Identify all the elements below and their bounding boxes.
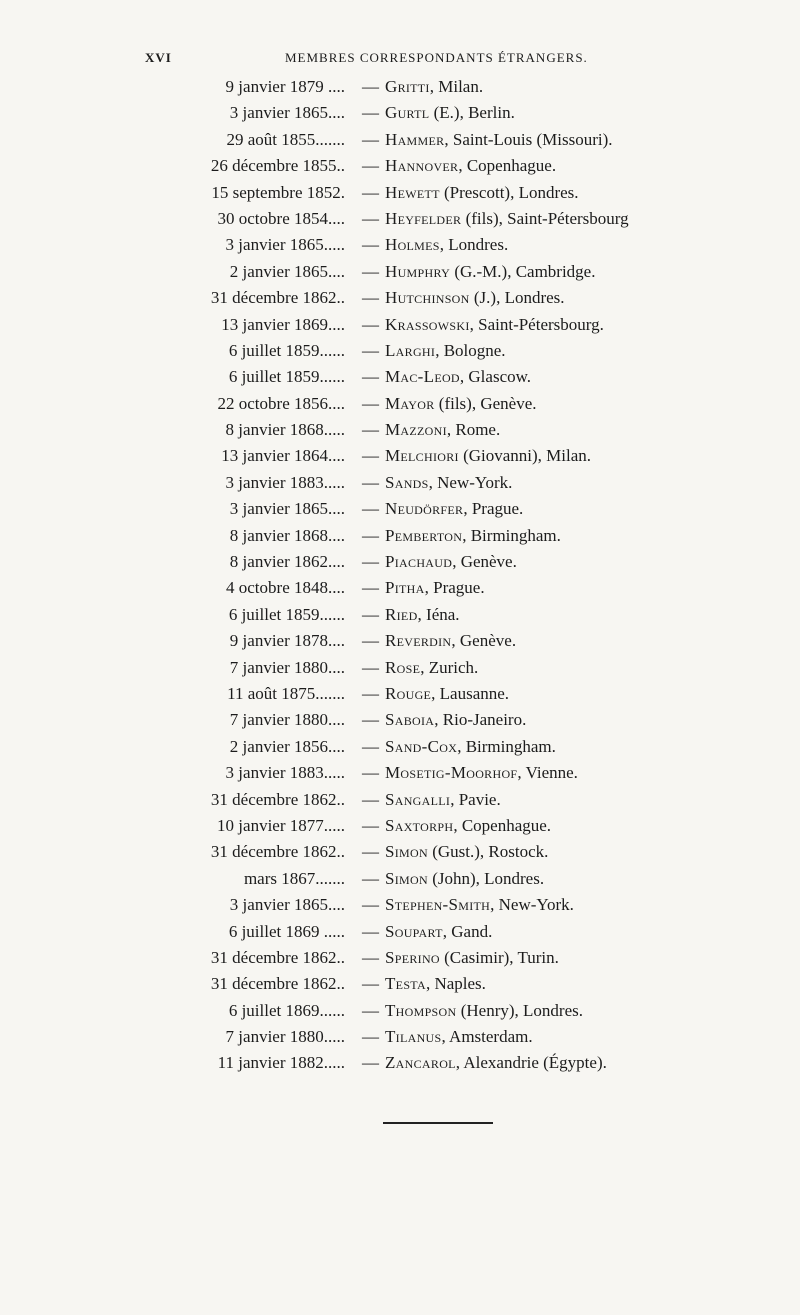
list-item	[0, 496, 800, 522]
entry-member	[385, 100, 515, 126]
entry-location: , Birmingham.	[457, 736, 556, 756]
entry-member	[385, 549, 517, 575]
entry-surname: Rouge	[385, 683, 432, 703]
entry-dash: —	[362, 340, 379, 360]
list-item	[0, 74, 800, 100]
entry-member	[385, 496, 523, 522]
list-item	[0, 312, 800, 338]
entry-member	[385, 470, 512, 496]
page-number: XVI	[145, 50, 172, 65]
entry-member	[385, 285, 565, 311]
entry-dash: —	[362, 815, 379, 835]
entry-member	[385, 945, 559, 971]
entry-surname: Pitha	[385, 578, 425, 598]
entry-location: , Genève.	[452, 552, 517, 572]
entry-dash: —	[362, 393, 379, 413]
entry-date: 15 septembre 1852.	[211, 182, 345, 202]
list-item	[0, 919, 800, 945]
entry-member	[385, 734, 556, 760]
entry-surname: Hewett	[385, 182, 440, 202]
entry-member	[385, 575, 485, 601]
entry-location: (Giovanni), Milan.	[458, 446, 592, 466]
entry-date: 31 décembre 1862..	[210, 842, 345, 862]
entry-member	[385, 839, 548, 865]
entry-member	[385, 892, 574, 918]
entry-dash: —	[362, 710, 379, 730]
entry-location: , New-York.	[490, 895, 574, 915]
entry-date: 8 janvier 1868....	[229, 525, 345, 545]
entry-location: , Glascow.	[459, 367, 532, 387]
entry-surname: Mosetig-Moorhof	[385, 763, 518, 783]
entry-surname: Stephen-Smith	[385, 895, 491, 915]
entry-date: 29 août 1855.......	[226, 129, 345, 149]
entry-member	[385, 259, 595, 285]
entry-location: , Rome.	[446, 420, 501, 440]
entry-dash: —	[362, 525, 379, 545]
entry-dash: —	[362, 789, 379, 809]
entry-location: , Copenhague.	[458, 156, 557, 176]
entry-date: 2 janvier 1856....	[229, 736, 345, 756]
entry-surname: Thompson	[385, 1000, 457, 1020]
entry-member	[385, 971, 486, 997]
list-item	[0, 232, 800, 258]
entry-member	[385, 232, 508, 258]
entry-member	[385, 602, 460, 628]
entry-surname: Testa	[385, 974, 426, 994]
entry-location: , Zurich.	[420, 657, 479, 677]
member-list	[0, 74, 800, 1077]
entry-location: (Casimir), Turin.	[439, 947, 559, 967]
entry-surname: Gritti	[385, 77, 430, 96]
entry-dash: —	[362, 77, 379, 96]
entry-location: (J.), Londres.	[469, 288, 565, 308]
entry-date: 4 octobre 1848....	[226, 578, 345, 598]
entry-location: , Iéna.	[417, 604, 460, 624]
entry-location: , Rio-Janeiro.	[434, 710, 527, 730]
entry-location: , Birmingham.	[462, 525, 561, 545]
entry-dash: —	[362, 895, 379, 915]
entry-dash: —	[362, 314, 379, 334]
entry-member	[385, 919, 492, 945]
entry-dash: —	[362, 208, 379, 228]
entry-date: 22 octobre 1856....	[217, 393, 345, 413]
entry-member	[385, 681, 509, 707]
entry-location: , Gand.	[442, 921, 493, 941]
entry-surname: Heyfelder	[385, 208, 462, 228]
entry-dash: —	[362, 261, 379, 281]
entry-dash: —	[362, 499, 379, 519]
entry-date: 8 janvier 1862....	[229, 552, 345, 572]
entry-surname: Krassowski	[385, 314, 470, 334]
entry-location: , Amsterdam.	[441, 1027, 533, 1047]
entry-date: 6 juillet 1859......	[228, 604, 345, 624]
entry-date: 30 octobre 1854....	[217, 208, 345, 228]
entry-member	[385, 443, 591, 469]
entry-member	[385, 180, 579, 206]
entry-location: , Lausanne.	[431, 683, 510, 703]
entry-surname: Reverdin	[385, 631, 452, 651]
entry-member	[385, 760, 578, 786]
entry-dash: —	[362, 657, 379, 677]
entry-surname: Melchiori	[385, 446, 459, 466]
entry-location: , New-York.	[428, 472, 513, 492]
list-item	[0, 998, 800, 1024]
entry-date: 3 janvier 1883.....	[225, 763, 345, 783]
running-title: MEMBRES CORRESPONDANTS ÉTRANGERS.	[285, 50, 588, 65]
entry-dash: —	[362, 1053, 379, 1073]
entry-member	[385, 998, 583, 1024]
entry-date: 11 août 1875.......	[227, 683, 345, 703]
entry-surname: Hammer	[385, 129, 445, 149]
entry-date: 31 décembre 1862..	[210, 974, 345, 994]
list-item	[0, 760, 800, 786]
entry-surname: Saboia	[385, 710, 435, 730]
entry-surname: Larghi	[385, 340, 436, 360]
entry-location: (Prescott), Londres.	[439, 182, 579, 202]
entry-date: 6 juillet 1859......	[228, 367, 345, 387]
list-item	[0, 892, 800, 918]
list-item	[0, 1050, 800, 1076]
entry-location: , Londres.	[439, 235, 509, 255]
entry-surname: Rose	[385, 657, 421, 677]
list-item	[0, 127, 800, 153]
list-item	[0, 655, 800, 681]
list-item	[0, 285, 800, 311]
list-item	[0, 787, 800, 813]
entry-surname: Ried	[385, 604, 418, 624]
entry-surname: Holmes	[385, 235, 440, 255]
entry-dash: —	[362, 446, 379, 466]
entry-surname: Mayor	[385, 393, 435, 413]
entry-date: mars 1867.......	[243, 868, 345, 888]
entry-date: 6 juillet 1869......	[228, 1000, 345, 1020]
entry-location: , Prague.	[424, 578, 485, 598]
entry-date: 3 janvier 1865....	[229, 499, 345, 519]
entry-dash: —	[362, 763, 379, 783]
entry-member	[385, 628, 516, 654]
entry-location: (John), Londres.	[427, 868, 545, 888]
entry-member	[385, 523, 561, 549]
running-header	[145, 50, 800, 70]
entry-dash: —	[362, 631, 379, 651]
list-item	[0, 839, 800, 865]
entry-member	[385, 74, 483, 100]
entry-surname: Hannover	[385, 156, 459, 176]
entry-dash: —	[362, 947, 379, 967]
entry-location: (G.-M.), Cambridge.	[450, 261, 596, 281]
entry-surname: Sands	[385, 472, 429, 492]
entry-date: 3 janvier 1883.....	[225, 472, 345, 492]
entry-date: 6 juillet 1859......	[228, 340, 345, 360]
entry-location: , Saint-Pétersbourg.	[469, 314, 604, 334]
entry-date: 7 janvier 1880....	[229, 657, 345, 677]
entry-location: , Copenhague.	[453, 815, 552, 835]
entry-dash: —	[362, 578, 379, 598]
entry-surname: Gurtl	[385, 103, 430, 123]
entry-dash: —	[362, 736, 379, 756]
entry-member	[385, 364, 531, 390]
list-item	[0, 100, 800, 126]
entry-member	[385, 417, 500, 443]
entry-member	[385, 312, 604, 338]
entry-date: 7 janvier 1880....	[229, 710, 345, 730]
entry-date: 3 janvier 1865....	[229, 895, 345, 915]
entry-surname: Mazzoni	[385, 420, 447, 440]
entry-surname: Simon	[385, 842, 428, 862]
entry-surname: Mac-Leod	[385, 367, 460, 387]
entry-surname: Pemberton	[385, 525, 463, 545]
entry-date: 31 décembre 1862..	[210, 947, 345, 967]
entry-member	[385, 866, 544, 892]
entry-location: , Naples.	[425, 974, 486, 994]
entry-date: 3 janvier 1865....	[229, 103, 345, 123]
entry-location: , Bologne.	[435, 340, 506, 360]
list-item	[0, 417, 800, 443]
entry-dash: —	[362, 842, 379, 862]
entry-location: (fils), Genève.	[434, 393, 537, 413]
list-item	[0, 153, 800, 179]
entry-surname: Humphry	[385, 261, 451, 281]
entry-dash: —	[362, 235, 379, 255]
entry-dash: —	[362, 683, 379, 703]
entry-dash: —	[362, 367, 379, 387]
entry-date: 31 décembre 1862..	[210, 789, 345, 809]
entry-date: 31 décembre 1862..	[210, 288, 345, 308]
entry-member	[385, 1024, 533, 1050]
entry-location: (E.), Berlin.	[429, 103, 515, 123]
entry-location: , Alexandrie (Égypte).	[455, 1053, 607, 1073]
entry-surname: Sperino	[385, 947, 440, 967]
entry-surname: Simon	[385, 868, 428, 888]
entry-member	[385, 391, 537, 417]
entry-member	[385, 813, 551, 839]
entry-date: 10 janvier 1877.....	[217, 815, 345, 835]
entry-dash: —	[362, 472, 379, 492]
entry-date: 8 janvier 1868.....	[225, 420, 345, 440]
list-item	[0, 338, 800, 364]
entry-member	[385, 338, 506, 364]
entry-date: 9 janvier 1879 ....	[225, 77, 345, 96]
entry-date: 26 décembre 1855..	[210, 156, 345, 176]
list-item	[0, 391, 800, 417]
entry-surname: Zancarol	[385, 1053, 456, 1073]
entry-surname: Sangalli	[385, 789, 451, 809]
entry-dash: —	[362, 974, 379, 994]
entry-location: , Milan.	[429, 77, 484, 96]
entry-dash: —	[362, 156, 379, 176]
entry-member	[385, 206, 629, 232]
entry-surname: Sand-Cox	[385, 736, 458, 756]
entry-member	[385, 655, 478, 681]
list-item	[0, 206, 800, 232]
list-item	[0, 707, 800, 733]
list-item	[0, 628, 800, 654]
entry-surname: Tilanus	[385, 1027, 442, 1047]
entry-date: 13 janvier 1864....	[221, 446, 345, 466]
entry-dash: —	[362, 420, 379, 440]
entry-dash: —	[362, 1000, 379, 1020]
entry-dash: —	[362, 604, 379, 624]
entry-member	[385, 707, 526, 733]
entry-location: (Henry), Londres.	[456, 1000, 583, 1020]
entry-dash: —	[362, 103, 379, 123]
entry-location: (Gust.), Rostock.	[427, 842, 549, 862]
entry-surname: Soupart	[385, 921, 443, 941]
entry-date: 2 janvier 1865....	[229, 261, 345, 281]
list-item	[0, 813, 800, 839]
list-item	[0, 734, 800, 760]
entry-dash: —	[362, 552, 379, 572]
entry-date: 9 janvier 1878....	[229, 631, 345, 651]
entry-member	[385, 787, 501, 813]
list-item	[0, 470, 800, 496]
entry-date: 3 janvier 1865.....	[225, 235, 345, 255]
list-item	[0, 523, 800, 549]
entry-date: 13 janvier 1869....	[221, 314, 345, 334]
list-item	[0, 549, 800, 575]
entry-surname: Piachaud	[385, 552, 453, 572]
entry-dash: —	[362, 129, 379, 149]
entry-dash: —	[362, 921, 379, 941]
entry-date: 7 janvier 1880.....	[225, 1027, 345, 1047]
closing-rule	[383, 1122, 493, 1124]
list-item	[0, 602, 800, 628]
entry-surname: Saxtorph	[385, 815, 454, 835]
list-item	[0, 1024, 800, 1050]
list-item	[0, 443, 800, 469]
entry-dash: —	[362, 288, 379, 308]
entry-location: , Saint-Louis (Missouri).	[444, 129, 613, 149]
entry-location: , Genève.	[451, 631, 517, 651]
list-item	[0, 180, 800, 206]
entry-dash: —	[362, 868, 379, 888]
entry-location: (fils), Saint-Pétersbourg	[461, 208, 629, 228]
entry-member	[385, 127, 613, 153]
entry-location: , Prague.	[463, 499, 524, 519]
entry-surname: Hutchinson	[385, 288, 470, 308]
list-item	[0, 866, 800, 892]
entry-date: 6 juillet 1869 .....	[228, 921, 345, 941]
entry-dash: —	[362, 182, 379, 202]
entry-surname: Neudörfer	[385, 499, 464, 519]
list-item	[0, 259, 800, 285]
list-item	[0, 575, 800, 601]
entry-member	[385, 1050, 607, 1076]
entry-location: , Pavie.	[450, 789, 501, 809]
entry-member	[385, 153, 556, 179]
list-item	[0, 681, 800, 707]
list-item	[0, 971, 800, 997]
list-item	[0, 945, 800, 971]
entry-location: , Vienne.	[517, 763, 578, 783]
entry-date: 11 janvier 1882.....	[217, 1053, 345, 1073]
list-item	[0, 364, 800, 390]
entry-dash: —	[362, 1027, 379, 1047]
